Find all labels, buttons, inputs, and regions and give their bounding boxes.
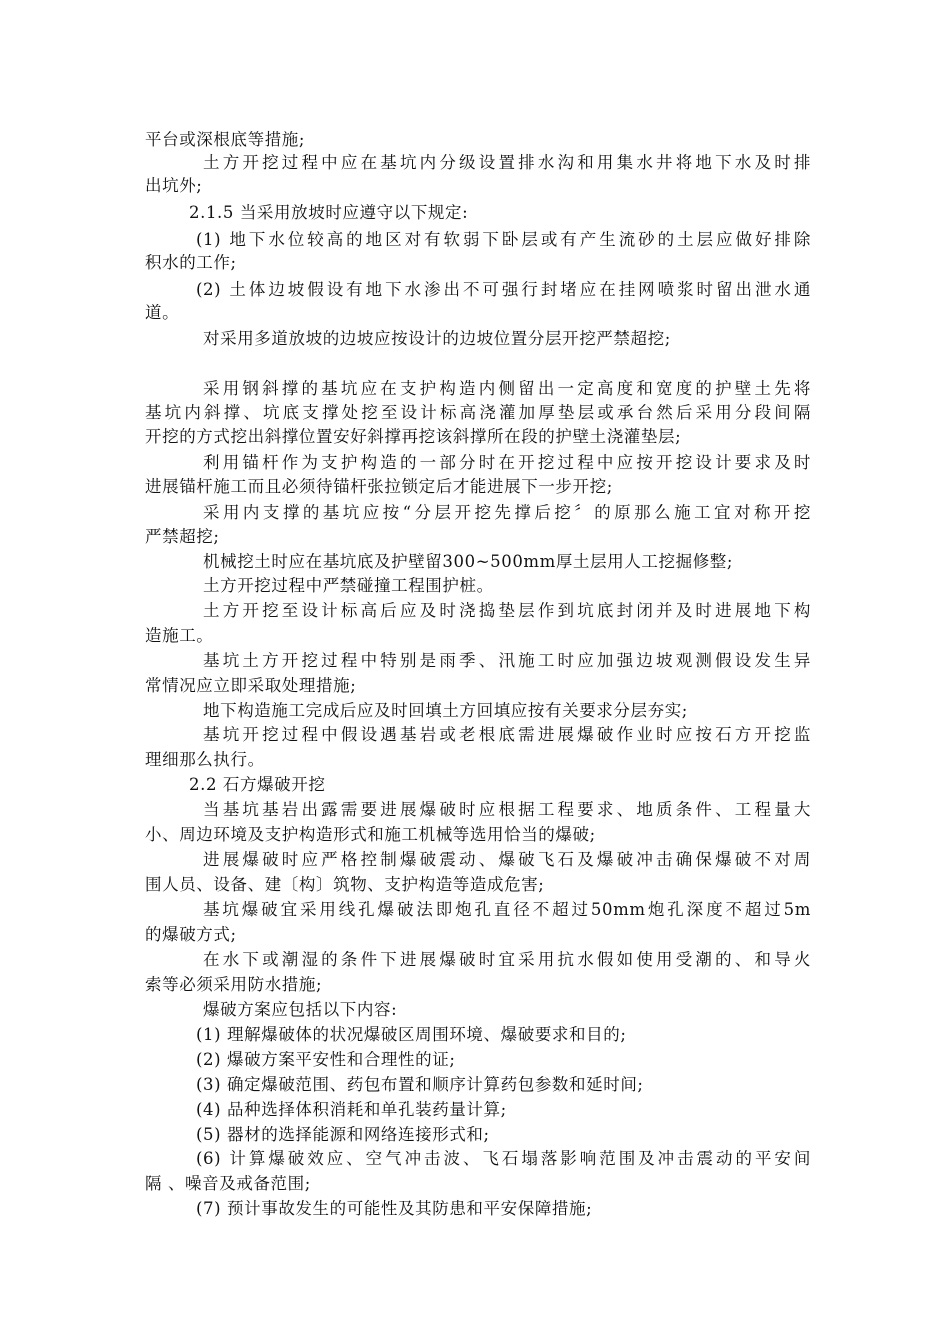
text-line: 土方开挖过程中应在基坑内分级设置排水沟和用集水井将地下水及时排 <box>203 153 811 172</box>
text-line: 地下构造施工完成后应及时回填土方回填应按有关要求分层夯实; <box>203 701 688 720</box>
text-line: (1) 地下水位较高的地区对有软弱下卧层或有产生流砂的土层应做好排除 <box>196 230 811 249</box>
text-line: 采用内支撑的基坑应按“分层开挖先撑后挖〞的原那么施工宜对称开挖 <box>203 503 811 522</box>
list-item: (1) 理解爆破体的状况爆破区周围环境、爆破要求和目的; <box>196 1025 627 1044</box>
text-line: 土方开挖过程中严禁碰撞工程围护桩。 <box>203 576 494 595</box>
text-line: (2) 土体边坡假设有地下水渗出不可强行封堵应在挂网喷浆时留出泄水通 <box>196 280 811 299</box>
list-item: (4) 品种选择体积消耗和单孔装药量计算; <box>196 1100 507 1119</box>
text-line: 道。 <box>145 303 180 322</box>
text-line: 严禁超挖; <box>145 527 220 546</box>
list-item: (3) 确定爆破范围、药包布置和顺序计算药包参数和延时间; <box>196 1075 644 1094</box>
text-line: 平台或深根底等措施; <box>145 130 306 149</box>
text-line: 对采用多道放坡的边坡应按设计的边坡位置分层开挖严禁超挖; <box>203 329 671 348</box>
text-line: 基坑爆破宜采用线孔爆破法即炮孔直径不超过50mm炮孔深度不超过5m <box>203 900 811 919</box>
section-heading: 2.2 石方爆破开挖 <box>189 775 326 794</box>
list-item: (2) 爆破方案平安性和合理性的证; <box>196 1050 456 1069</box>
text-line: 小、周边环境及支护构造形式和施工机械等选用恰当的爆破; <box>145 825 596 844</box>
section-heading: 2.1.5 当采用放坡时应遵守以下规定: <box>189 203 469 222</box>
text-line: 理细那么执行。 <box>145 750 265 769</box>
text-line: 的爆破方式; <box>145 925 237 944</box>
text-line: 机械挖土时应在基坑底及护壁留300~500mm厚土层用人工挖掘修整; <box>203 552 734 571</box>
text-line: 进展锚杆施工而且必须待锚杆张拉锁定后才能进展下一步开挖; <box>145 477 613 496</box>
text-line: 采用钢斜撑的基坑应在支护构造内侧留出一定高度和宽度的护壁土先将 <box>203 379 811 398</box>
text-line: 爆破方案应包括以下内容: <box>203 1000 398 1019</box>
text-line: 基坑土方开挖过程中特别是雨季、汛施工时应加强边坡观测假设发生异 <box>203 651 811 670</box>
text-line: 基坑开挖过程中假设遇基岩或老根底需进展爆破作业时应按石方开挖监 <box>203 725 811 744</box>
text-line: 积水的工作; <box>145 253 237 272</box>
text-line: 当基坑基岩出露需要进展爆破时应根据工程要求、地质条件、工程量大 <box>203 800 811 819</box>
text-line: 土方开挖至设计标高后应及时浇捣垫层作到坑底封闭并及时进展地下构 <box>203 601 811 620</box>
text-line: 基坑内斜撑、坑底支撑处挖至设计标高浇灌加厚垫层或承台然后采用分段间隔 <box>145 403 811 422</box>
text-line: 围人员、设备、建〔构〕筑物、支护构造等造成危害; <box>145 875 545 894</box>
text-line: 出坑外; <box>145 176 203 195</box>
text-line: 常情况应立即采取处理措施; <box>145 676 357 695</box>
text-line: 在水下或潮湿的条件下进展爆破时宜采用抗水假如使用受潮的、和导火 <box>203 950 811 969</box>
list-item: (5) 器材的选择能源和网络连接形式和; <box>196 1125 490 1144</box>
list-item: (7) 预计事故发生的可能性及其防患和平安保障措施; <box>196 1199 593 1218</box>
text-line: 开挖的方式挖出斜撑位置安好斜撑再挖该斜撑所在段的护壁土浇灌垫层; <box>145 427 682 446</box>
text-line: 索等必须采用防水措施; <box>145 975 323 994</box>
list-item: (6) 计算爆破效应、空气冲击波、飞石塌落影响范围及冲击震动的平安间 <box>196 1149 811 1168</box>
list-item: 隔 、噪音及戒备范围; <box>145 1174 311 1193</box>
text-line: 造施工。 <box>145 626 214 645</box>
text-line: 利用锚杆作为支护构造的一部分时在开挖过程中应按开挖设计要求及时 <box>203 453 811 472</box>
text-line: 进展爆破时应严格控制爆破震动、爆破飞石及爆破冲击确保爆破不对周 <box>203 850 811 869</box>
